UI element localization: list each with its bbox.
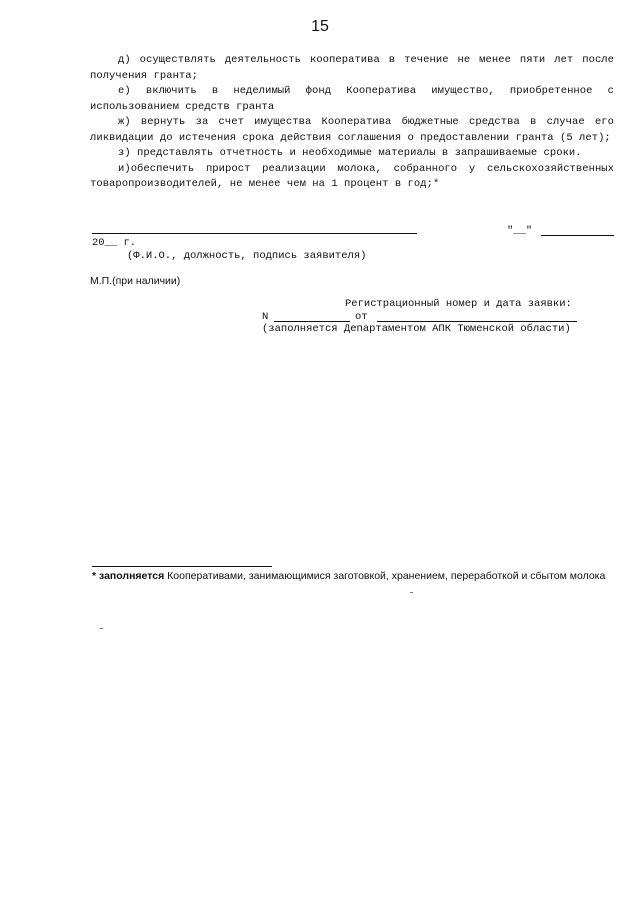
registration-number-label: N	[262, 311, 269, 323]
registration-note: (заполняется Департаментом АПК Тюменской области)	[262, 323, 571, 335]
stamp-label: М.П.(при наличии)	[90, 275, 181, 287]
obligation-item-i: и)обеспечить прирост реализации молока, собранного у сельскохозяйственных товаропроизводителей, не менее чем на 1 процент в год;*	[90, 162, 614, 190]
obligation-item-d: д) осуществлять деятельность кооператива в течение не менее пяти лет после получения гранта;	[90, 54, 614, 82]
date-year: 20__ г.	[92, 237, 137, 249]
footnote-text: Кооперативами, занимающимися заготовкой, хранением, переработкой и сбытом молока	[167, 570, 606, 582]
obligation-item-z: з) представлять отчетность и необходимые материалы в запрашиваемые сроки.	[118, 147, 582, 159]
obligations-list	[90, 53, 614, 193]
scan-speck	[100, 628, 103, 629]
page-number: 15	[311, 18, 329, 35]
signature-caption: (Ф.И.О., должность, подпись заявителя)	[127, 250, 367, 262]
registration-title: Регистрационный номер и дата заявки:	[345, 298, 572, 310]
footnote-marker: * заполняется	[92, 570, 165, 582]
obligation-item-zh: ж) вернуть за счет имущества Кооператива бюджетные средства в случае его ликвидации до истечения срока действия соглашения о предоставлении гранта (5 лет);	[90, 116, 614, 144]
signature-line	[92, 233, 417, 234]
scan-speck	[410, 592, 413, 593]
date-month-line	[541, 235, 614, 236]
registration-from-label: от	[355, 311, 368, 323]
footnote-rule	[92, 566, 272, 567]
date-day-quote: "__"	[507, 225, 533, 237]
obligation-item-e: е) включить в неделимый фонд Кооператива имущество, приобретенное с использованием средств гранта	[90, 85, 614, 113]
footnote	[92, 569, 614, 584]
